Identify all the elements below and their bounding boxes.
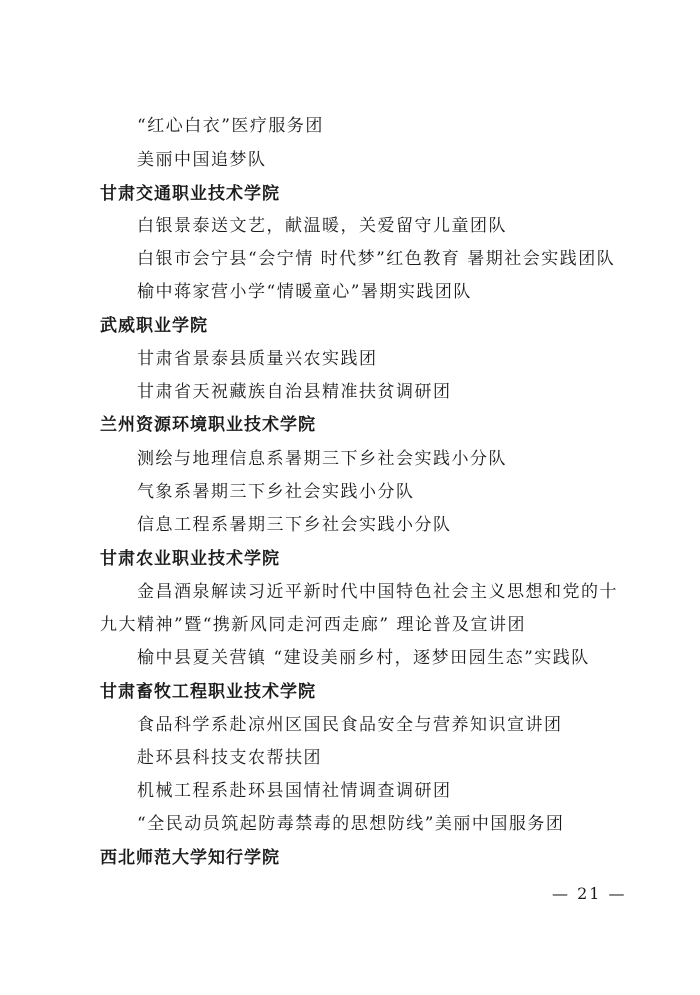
list-item: 食品科学系赴凉州区国民食品安全与营养知识宣讲团 (137, 715, 563, 735)
list-item: 测绘与地理信息系暑期三下乡社会实践小分队 (137, 449, 507, 469)
section-heading: 甘肃农业职业技术学院 (100, 549, 280, 569)
section-heading: 武威职业学院 (100, 316, 208, 336)
list-item: 榆中县夏关营镇 “建设美丽乡村，逐梦田园生态”实践队 (137, 648, 590, 668)
list-item: 信息工程系暑期三下乡社会实践小分队 (137, 515, 452, 535)
list-item: 甘肃省天祝藏族自治县精准扶贫调研团 (137, 382, 452, 402)
list-item: 榆中蒋家营小学“情暖童心”暑期实践团队 (137, 282, 472, 302)
list-item-continuation: 九大精神”暨“携新风同走河西走廊” 理论普及宣讲团 (100, 615, 526, 635)
list-item: 机械工程系赴环县国情社情调查调研团 (137, 781, 452, 801)
list-item: 赴环县科技支农帮扶团 (137, 748, 322, 768)
list-item: “红心白衣”医疗服务团 (137, 116, 324, 136)
section-heading: 兰州资源环境职业技术学院 (100, 415, 316, 435)
list-item: 甘肃省景泰县质量兴农实践团 (137, 349, 378, 369)
section-heading: 甘肃畜牧工程职业技术学院 (100, 682, 316, 702)
list-item: “全民动员筑起防毒禁毒的思想防线”美丽中国服务团 (137, 814, 565, 834)
section-heading: 甘肃交通职业技术学院 (100, 184, 280, 204)
list-item: 白银市会宁县“会宁情 时代梦”红色教育 暑期社会实践团队 (137, 249, 616, 269)
page-number: — 21 — (552, 884, 627, 903)
list-item: 气象系暑期三下乡社会实践小分队 (137, 482, 415, 502)
list-item: 白银景泰送文艺，献温暖，关爱留守儿童团队 (137, 216, 507, 236)
list-item: 美丽中国追梦队 (137, 150, 267, 170)
section-heading: 西北师范大学知行学院 (100, 848, 280, 868)
list-item: 金昌酒泉解读习近平新时代中国特色社会主义思想和党的十 (137, 582, 618, 602)
